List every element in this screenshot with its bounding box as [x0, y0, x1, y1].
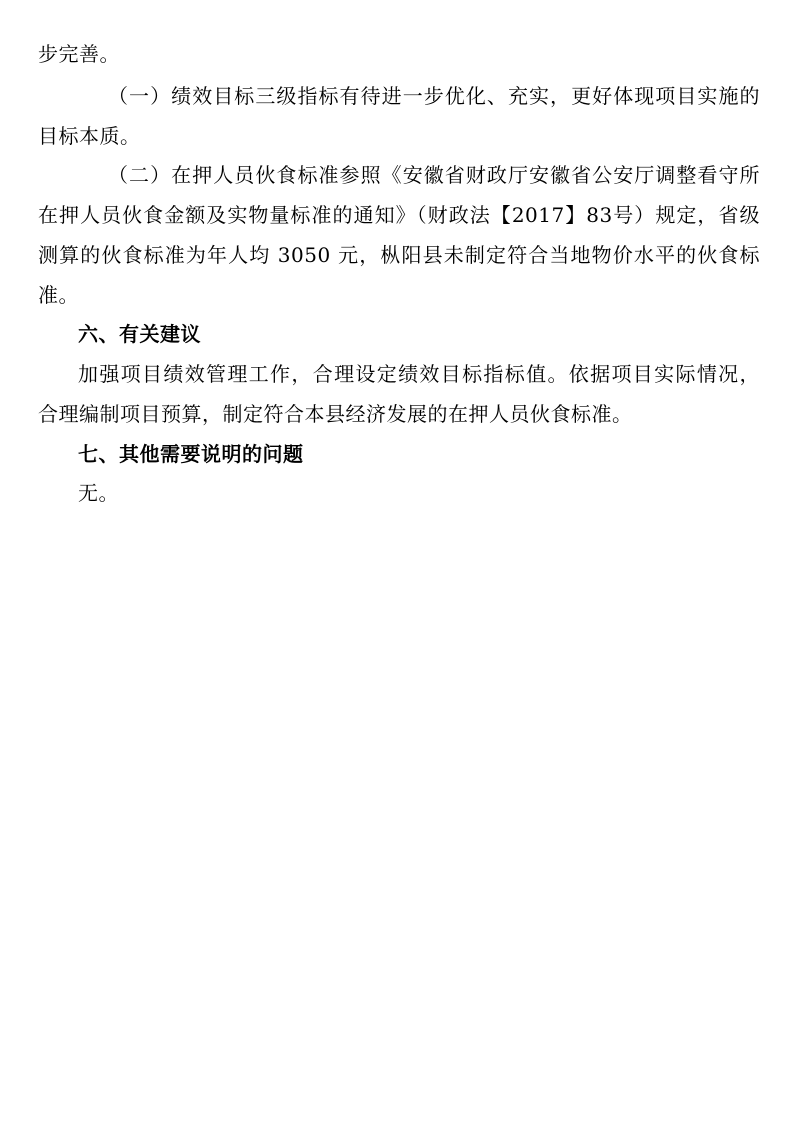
section-heading-6: 六、有关建议	[78, 322, 201, 346]
section-heading-7: 七、其他需要说明的问题	[78, 442, 304, 466]
paragraph-continuation: 步完善。	[38, 42, 120, 66]
paragraph-1-line-2: 目标本质。	[38, 124, 141, 148]
paragraph-3-line-1: 加强项目绩效管理工作，合理设定绩效目标指标值。依据项目实际情况，	[78, 362, 760, 386]
paragraph-4-line-1: 无。	[78, 481, 119, 505]
paragraph-2-line-4: 准。	[38, 283, 79, 307]
paragraph-3-line-2: 合理编制项目预算，制定符合本县经济发展的在押人员伙食标准。	[38, 402, 633, 426]
paragraph-2-line-1: （二）在押人员伙食标准参照《安徽省财政厅安徽省公安厅调整看守所	[108, 163, 760, 187]
paragraph-2-line-2: 在押人员伙食金额及实物量标准的通知》（财政法【2017】83号）规定，省级	[38, 203, 760, 227]
paragraph-2-line-3: 测算的伙食标准为年人均 3050 元，枞阳县未制定符合当地物价水平的伙食标	[38, 243, 760, 267]
paragraph-1-line-1: （一）绩效目标三级指标有待进一步优化、充实，更好体现项目实施的	[108, 84, 760, 108]
